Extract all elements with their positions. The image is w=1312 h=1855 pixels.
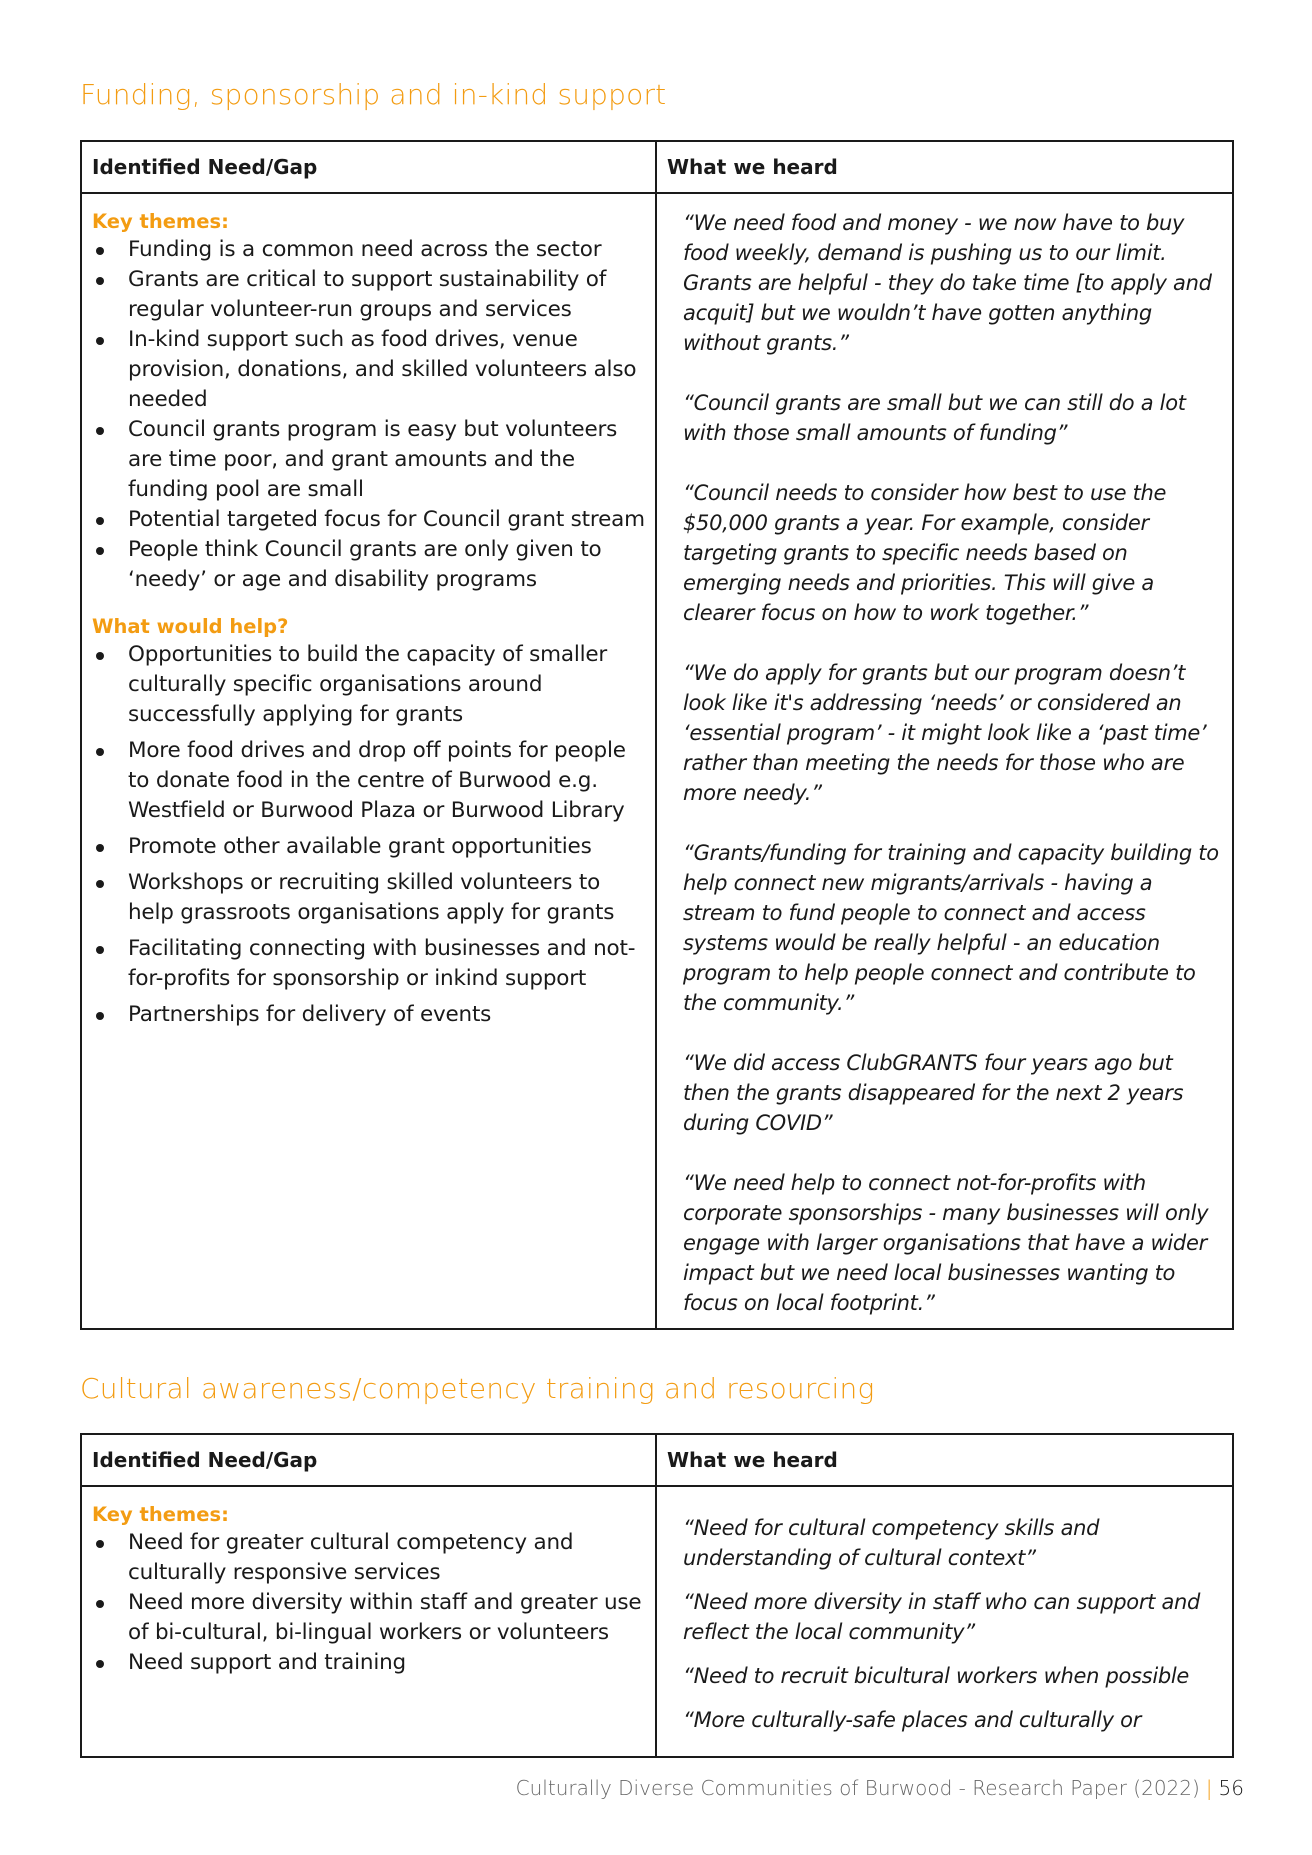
quote: “Grants/funding for training and capacity building to help connect new migrants/arrivals - having a stream to fund people to connect and access systems would be really helpful - an education program to help people connect and contribute to the community.” [683, 841, 1219, 1015]
section-heading-funding: Funding, sponsorship and in-kind support [80, 78, 667, 111]
quotes-cell [656, 1486, 1233, 1757]
what-would-help-list [92, 640, 645, 1030]
quote: “Council needs to consider how best to use the $50,000 grants a year. For example, consider targeting grants to specific needs based on emerging needs and priorities. This will give a clearer focus on how to work together.” [683, 481, 1167, 625]
column-header-heard: What we heard [656, 141, 1233, 193]
quote: “We did access ClubGRANTS four years ago but then the grants disappeared for the next 2 years during COVID” [683, 1051, 1184, 1135]
list-item: People think Council grants are only given to ‘needy’ or age and disability programs [128, 535, 645, 595]
list-item: Partnerships for delivery of events [128, 1000, 645, 1030]
column-header-need: Identified Need/Gap [81, 141, 656, 193]
key-themes-list [92, 235, 645, 595]
list-item: Opportunities to build the capacity of smaller culturally specific organisations around successfully applying for grants [128, 640, 645, 730]
quote: “We need food and money - we now have to buy food weekly, demand is pushing us to our limit. Grants are helpful - they do take time [to apply and acquit] but we wouldn’t have gotten anything without grants.” [683, 211, 1212, 355]
list-item: Grants are critical to support sustainability of regular volunteer-run groups and services [128, 265, 645, 325]
cultural-awareness-table [80, 1433, 1234, 1758]
list-item: Promote other available grant opportunities [128, 832, 645, 862]
section-heading-cultural-awareness: Cultural awareness/competency training and resourcing [80, 1372, 875, 1405]
list-item: Funding is a common need across the sector [128, 235, 645, 265]
column-header-need: Identified Need/Gap [81, 1434, 656, 1486]
column-header-heard: What we heard [656, 1434, 1233, 1486]
footer-separator: | [1205, 1776, 1213, 1800]
quote: “We do apply for grants but our program doesn’t look like it's addressing ‘needs’ or considered an ‘essential program’ - it might look like a ‘past time’ rather than meeting the needs for those who are more needy.” [683, 661, 1207, 805]
what-would-help-label: What would help? [92, 615, 289, 638]
quotes-cell [656, 193, 1233, 1329]
quote: “Need to recruit bicultural workers when possible [683, 1664, 1190, 1688]
quote: “We need help to connect not-for-profits with corporate sponsorships - many businesses will only engage with larger organisations that have a wider impact but we need local businesses wanting to focus on local footprint.” [683, 1171, 1209, 1315]
list-item: Council grants program is easy but volunteers are time poor, and grant amounts and the funding pool are small [128, 415, 645, 505]
quote: “More culturally-safe places and culturally or [683, 1708, 1142, 1732]
key-themes-list [92, 1528, 645, 1678]
list-item: Potential targeted focus for Council grant stream [128, 505, 645, 535]
list-item: More food drives and drop off points for people to donate food in the centre of Burwood e.g. Westfield or Burwood Plaza or Burwood Library [128, 736, 645, 826]
page-number: 56 [1218, 1776, 1244, 1800]
key-themes-label: Key themes: [92, 210, 229, 233]
needs-cell [81, 193, 656, 1329]
list-item: Need support and training [128, 1648, 645, 1678]
list-item: In-kind support such as food drives, venue provision, donations, and skilled volunteers also needed [128, 325, 645, 415]
list-item: Workshops or recruiting skilled volunteers to help grassroots organisations apply for grants [128, 868, 645, 928]
list-item: Need more diversity within staff and greater use of bi-cultural, bi-lingual workers or volunteers [128, 1588, 645, 1648]
list-item: Need for greater cultural competency and culturally responsive services [128, 1528, 645, 1588]
quote: “Need more diversity in staff who can support and reflect the local community” [683, 1590, 1201, 1644]
page-footer [516, 1776, 1244, 1800]
quote: “Need for cultural competency skills and understanding of cultural context” [683, 1516, 1100, 1570]
list-item: Facilitating connecting with businesses and not-for-profits for sponsorship or inkind support [128, 934, 645, 994]
quote: “Council grants are small but we can still do a lot with those small amounts of funding” [683, 391, 1186, 445]
footer-title: Culturally Diverse Communities of Burwood - Research Paper (2022) [515, 1776, 1200, 1800]
key-themes-label: Key themes: [92, 1503, 229, 1526]
needs-cell [81, 1486, 656, 1757]
funding-needs-table [80, 140, 1234, 1330]
